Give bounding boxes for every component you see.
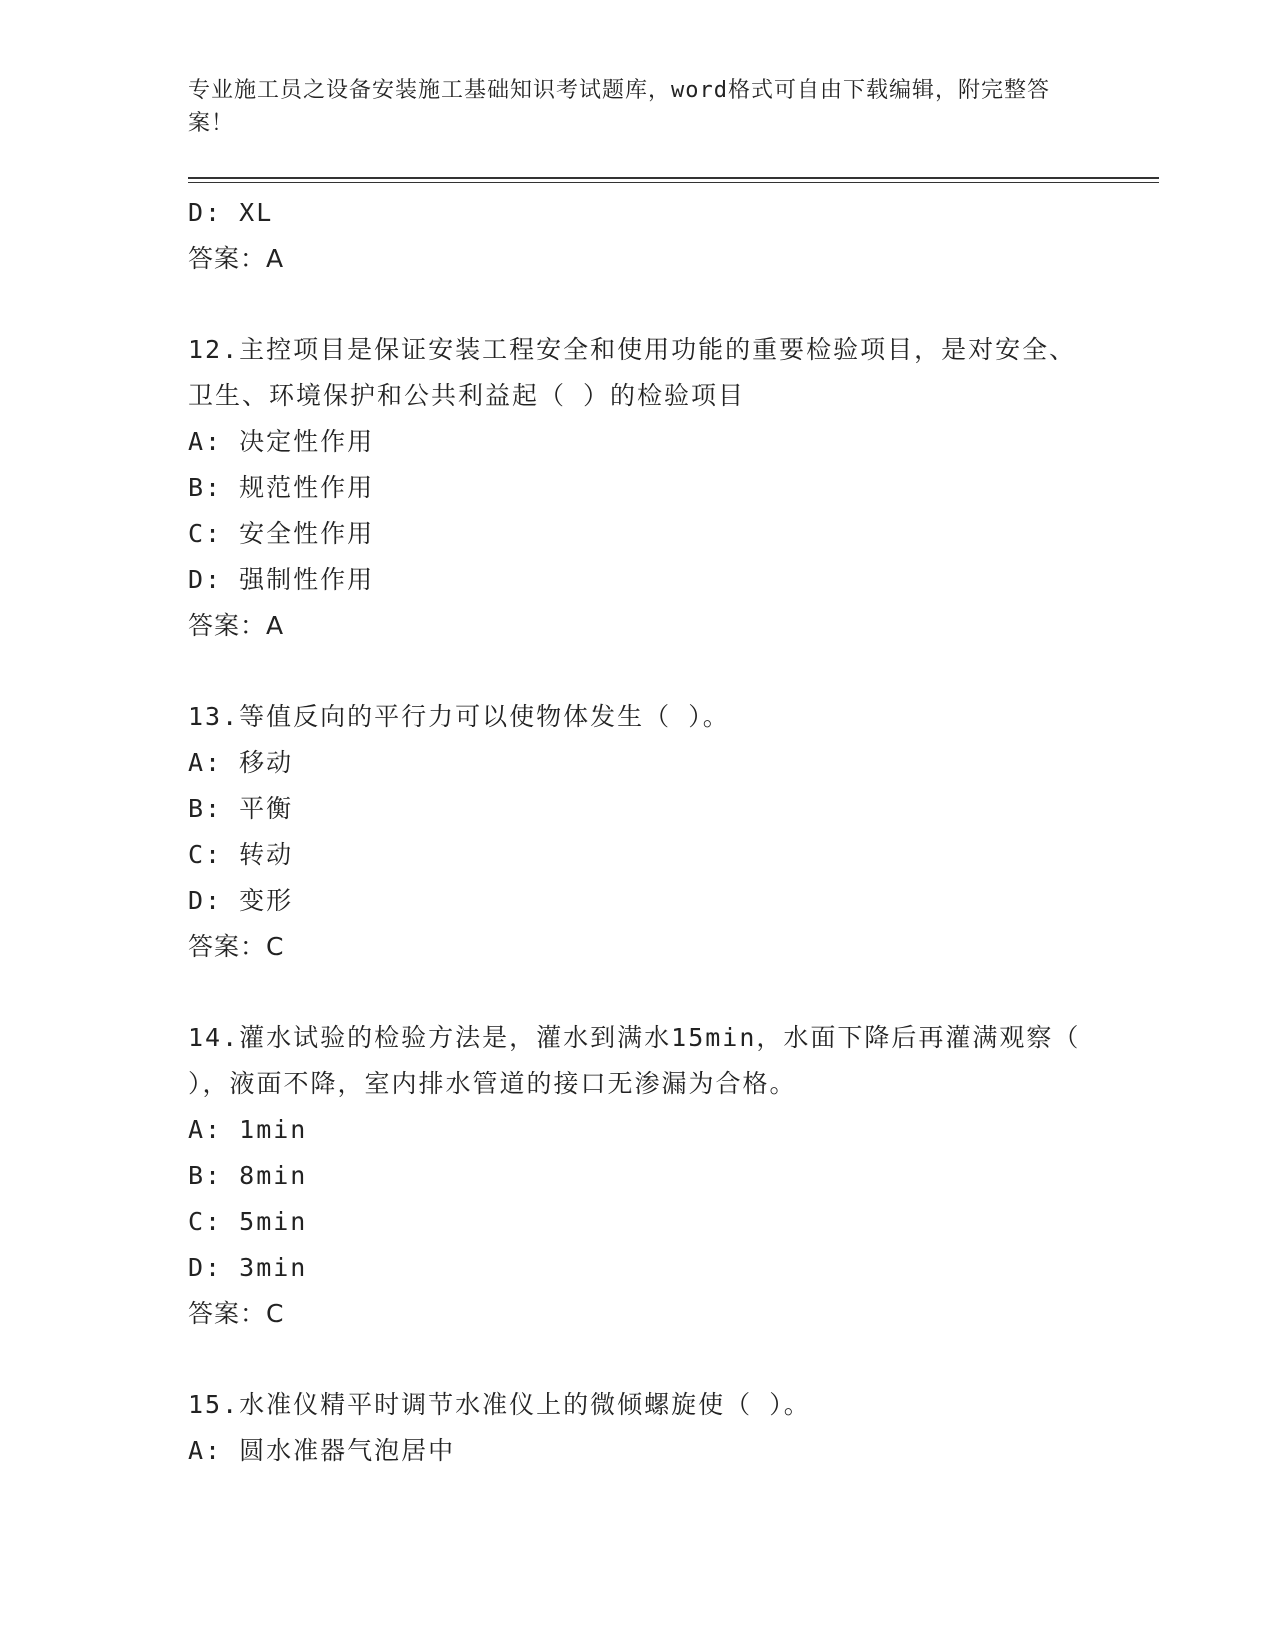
question-15-text: 15.水准仪精平时调节水准仪上的微倾螺旋使（ ）。 — [188, 1390, 811, 1419]
answer-line: 答案：A — [188, 611, 285, 640]
question-list — [188, 190, 1088, 1474]
question-13-text: 13.等值反向的平行力可以使物体发生（ ）。 — [188, 702, 730, 731]
answer-line: 答案：C — [188, 1299, 285, 1328]
option-a: A: 决定性作用 — [188, 427, 375, 456]
question-14-text: 14.灌水试验的检验方法是，灌水到满水15min，水面下降后再灌满观察（ ），液面不降，室内排水管道的接口无渗漏为合格。 — [188, 1023, 1081, 1098]
header-divider-thin — [188, 182, 1159, 183]
option-c: C: 5min — [188, 1207, 308, 1236]
option-b: B: 规范性作用 — [188, 473, 375, 502]
option-b: B: 8min — [188, 1161, 308, 1190]
option-d: D: 3min — [188, 1253, 308, 1282]
document-header: 专业施工员之设备安装施工基础知识考试题库，word格式可自由下载编辑，附完整答案！ — [188, 78, 1050, 136]
option-a: A: 移动 — [188, 748, 294, 777]
question-12-text: 12.主控项目是保证安装工程安全和使用功能的重要检验项目，是对安全、卫生、环境保护和公共利益起（ ）的检验项目 — [188, 335, 1077, 410]
option-b: B: 平衡 — [188, 794, 294, 823]
option-d: D: 变形 — [188, 886, 294, 915]
answer-line: 答案：A — [188, 244, 285, 273]
option-a: A: 1min — [188, 1115, 308, 1144]
header-divider — [188, 177, 1159, 179]
answer-line: 答案：C — [188, 932, 285, 961]
option-c: C: 安全性作用 — [188, 519, 375, 548]
option-a: A: 圆水准器气泡居中 — [188, 1436, 456, 1465]
option-c: C: 转动 — [188, 840, 294, 869]
option-d: D: 强制性作用 — [188, 565, 375, 594]
option-d: D: XL — [188, 198, 274, 227]
